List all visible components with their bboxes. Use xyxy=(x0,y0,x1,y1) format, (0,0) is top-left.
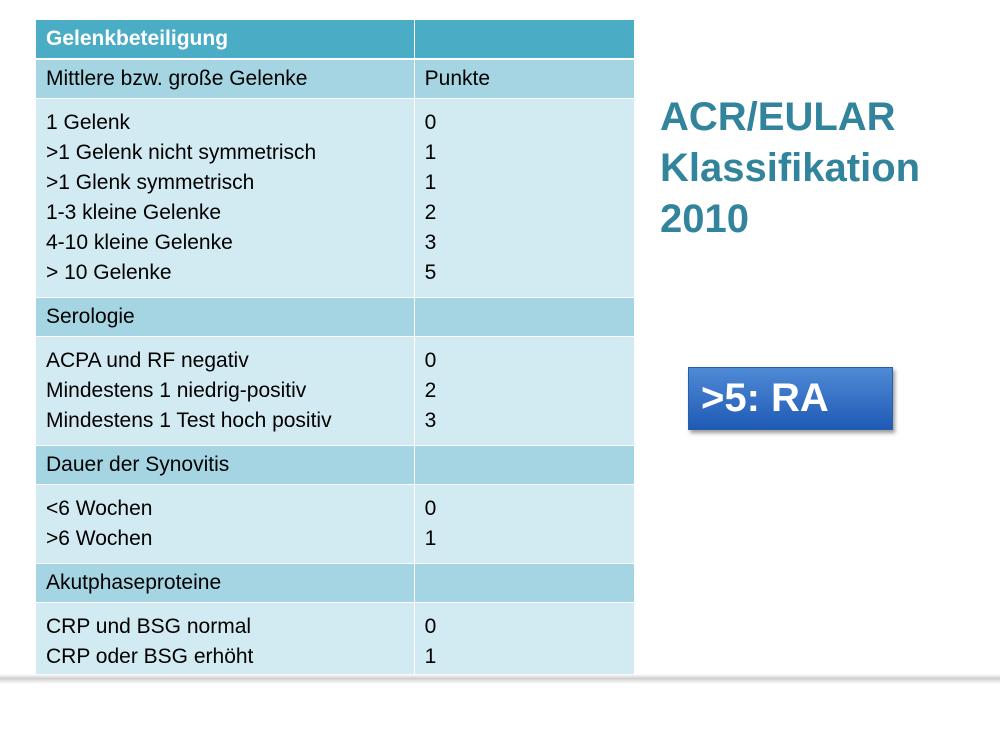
section-points-label xyxy=(414,564,634,603)
criterion-text: 4-10 kleine Gelenke xyxy=(46,231,233,254)
criterion-text: >6 Wochen xyxy=(46,527,153,550)
criteria-list xyxy=(36,99,415,298)
section-label: Dauer der Synovitis xyxy=(36,446,415,485)
criteria-list xyxy=(36,337,415,446)
points-list xyxy=(414,99,634,298)
criterion-points: 1 xyxy=(424,645,437,668)
section-points-label xyxy=(414,446,634,485)
criterion-text: CRP oder BSG erhöht xyxy=(46,645,254,668)
criteria-list xyxy=(36,485,415,564)
section-label: Serologie xyxy=(36,298,415,337)
points-list xyxy=(414,337,634,446)
section-points-label xyxy=(414,298,634,337)
section-label: Mittlere bzw. große Gelenke xyxy=(36,59,415,99)
section-criteria-row xyxy=(36,99,635,298)
criterion-text: 1-3 kleine Gelenke xyxy=(46,201,222,224)
slide-title xyxy=(660,92,920,245)
ra-threshold-badge xyxy=(688,367,893,430)
table-header-title: Gelenkbeteiligung xyxy=(36,20,415,60)
points-list xyxy=(414,603,634,682)
criterion-text: > 10 Gelenke xyxy=(46,261,172,284)
criterion-text: Mindestens 1 niedrig-positiv xyxy=(46,379,307,402)
criterion-points: 0 xyxy=(424,497,437,520)
criterion-text: CRP und BSG normal xyxy=(46,615,252,638)
section-label: Akutphaseproteine xyxy=(36,564,415,603)
title-line-1: ACR/EULAR xyxy=(660,95,896,139)
criterion-points: 0 xyxy=(424,615,437,638)
section-header-row xyxy=(36,59,635,99)
section-points-label: Punkte xyxy=(414,59,634,99)
title-line-2: Klassifikation xyxy=(660,146,921,190)
criterion-text: <6 Wochen xyxy=(46,497,153,520)
criterion-points: 2 xyxy=(424,201,437,224)
points-list xyxy=(414,485,634,564)
section-header-row xyxy=(36,298,635,337)
section-header-row xyxy=(36,564,635,603)
criterion-text: ACPA und RF negativ xyxy=(46,349,249,372)
criterion-points: 1 xyxy=(424,527,437,550)
criterion-text: Mindestens 1 Test hoch positiv xyxy=(46,409,332,432)
table-header-row xyxy=(36,20,635,60)
criterion-points: 0 xyxy=(424,111,437,134)
criterion-points: 0 xyxy=(424,349,437,372)
criterion-points: 3 xyxy=(424,409,437,432)
classification-table xyxy=(35,19,635,682)
criterion-text: >1 Glenk symmetrisch xyxy=(46,171,255,194)
criterion-points: 5 xyxy=(424,261,437,284)
section-header-row xyxy=(36,446,635,485)
section-criteria-row xyxy=(36,485,635,564)
table-header-points xyxy=(414,20,634,60)
criterion-points: 1 xyxy=(424,141,437,164)
criterion-points: 1 xyxy=(424,171,437,194)
criterion-points: 3 xyxy=(424,231,437,254)
title-line-3: 2010 xyxy=(660,197,749,241)
criterion-text: >1 Gelenk nicht symmetrisch xyxy=(46,141,317,164)
criterion-points: 2 xyxy=(424,379,437,402)
section-criteria-row xyxy=(36,337,635,446)
section-criteria-row xyxy=(36,603,635,682)
slide-floor-divider xyxy=(0,674,1000,684)
criteria-list xyxy=(36,603,415,682)
badge-label: >5: RA xyxy=(701,376,829,420)
criterion-text: 1 Gelenk xyxy=(46,111,131,134)
